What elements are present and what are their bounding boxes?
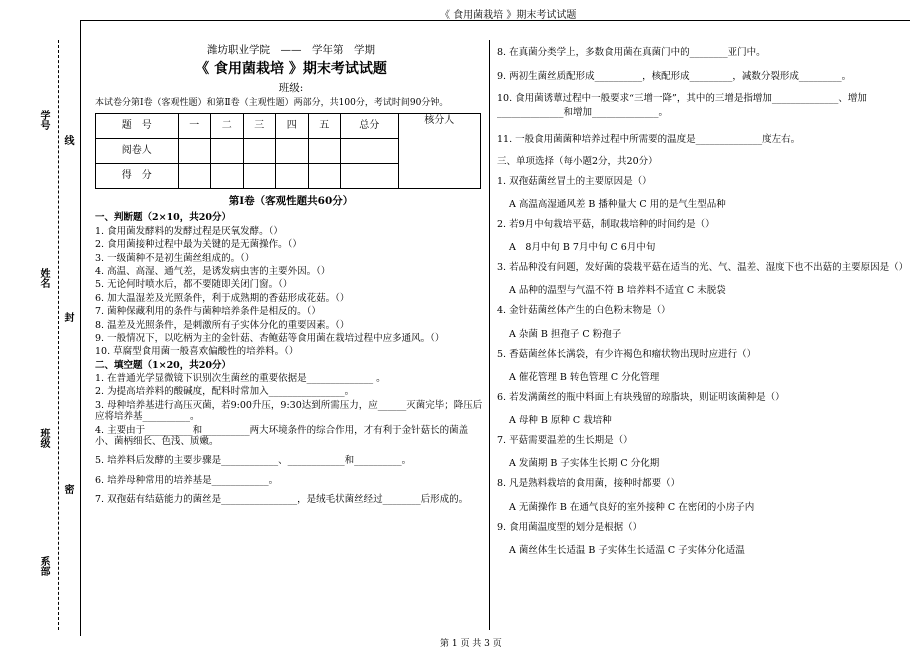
score-cell: 三 [243,113,276,138]
school-line: 潍坊职业学院 —— 学年第 学期 [207,44,375,56]
question-item: 2. 食用菌接种过程中最为关键的是无菌操作。（） [95,239,302,251]
choice-question: 1. 双孢菇菌丝冒土的主要原因是（） [497,175,652,187]
question-item: 1. 食用菌发酵料的发酵过程是厌氧发酵。（） [95,225,283,237]
choice-options: A 8月中旬 B 7月中旬 C 6月中旬 [509,242,656,253]
question-item: 6. 加大温湿差及光照条件，利于成熟期的香菇形成花菇。（） [95,292,350,304]
question-item: 8. 温差及光照条件，是刺激所有子实体分化的重要因素。（） [95,319,350,331]
section-heading: 三、单项选择（每小题2分，共20分） [497,155,658,167]
question-item: 10. 草腐型食用菌一般喜欢偏酸性的培养料。（） [95,346,299,358]
question-item: 11. 一般食用菌菌种培养过程中所需要的温度是______________度左右。 [497,133,801,145]
score-cell: 四 [276,113,309,138]
column-divider [489,40,490,630]
question-item: 1. 在普通光学显微镜下识别次生菌丝的重要依据是______________ 。 [95,373,386,385]
choice-question: 3. 若品种没有问题，发好菌的袋栽平菇在适当的光、气、温差、湿度下也不出菇的主要原因是（） [497,262,909,273]
choice-options: A 高温高湿通风差 B 播种量大 C 用的是气生型品种 [509,198,726,210]
choice-options: A 杂菌 B 担孢子 C 粉孢子 [509,328,622,340]
page-header: 《 食用菌栽培 》期末考试试题 [440,10,577,21]
choice-question: 9. 食用菌温度型的划分是根据（） [497,521,643,533]
choice-options: A 无菌操作 B 在通气良好的室外接种 C 在密闭的小房子内 [509,501,755,513]
side-label-seal2: 密 [62,484,73,494]
score-cell: 二 [211,113,244,138]
choice-question: 5. 香菇菌丝体长满袋，有少许褐色和瘤状物出现时应进行（） [497,348,757,360]
score-cell: 题 号 [96,113,179,138]
side-label-line: 线 [62,135,73,145]
score-table-header-row [96,113,481,138]
question-item: 3. 母种培养基进行高压灭菌，若9:00升压，9:30达到所需压力，应______灭菌完毕；降压后应将培养基__________。 [95,399,483,423]
score-cell: 一 [178,113,211,138]
question-item: 7. 双孢菇有结菇能力的菌丝是________________，是绒毛状菌丝经过________后形成的。 [95,494,469,506]
choice-question: 8. 凡是熟料栽培的食用菌，接种时都要（） [497,478,681,490]
question-item: 3. 一级菌种不是初生菌丝组成的。（） [95,252,255,264]
choice-question: 7. 平菇需要温差的生长期是（） [497,435,633,446]
side-label-dept: 系部 [38,556,49,576]
question-item: 9. 一般情况下，以吃柄为主的金针菇、杏鲍菇等食用菌在栽培过程中应多通风。（） [95,332,445,344]
question-item: 8. 在真菌分类学上，多数食用菌在真菌门中的________亚门中。 [497,47,766,58]
score-cell: 核分人 [398,113,481,188]
exam-title: 《 食用菌栽培 》期末考试试题 [195,60,387,77]
choice-options: A 母种 B 原种 C 栽培种 [509,415,612,426]
side-label-class: 班级 [38,428,49,448]
question-item: 9. 两初生菌丝质配形成__________，核配形成_________，减数分裂形成_________。 [497,71,852,82]
question-item: 5. 培养料后发酵的主要步骤是____________、____________和__________。 [95,455,412,467]
side-label-name: 姓名 [38,268,49,288]
right-column [497,44,907,564]
side-label-seal: 封 [62,312,73,322]
section-heading: 一、判断题（2×10，共20分） [95,212,232,224]
score-row-label: 阅卷人 [96,138,179,163]
score-table [95,113,481,189]
choice-question: 6. 若发满菌丝的瓶中料面上有块残留的琼脂块，则证明该菌种是（） [497,391,785,403]
choice-list [497,175,907,556]
part1-title: 第Ⅰ卷（客观性题共60分） [228,194,354,207]
question-item: 7. 菌种保藏利用的条件与菌种培养条件是相反的。（） [95,306,321,318]
choice-options: A 催花管理 B 转色管理 C 分化管理 [509,371,660,383]
choice-question: 2. 若9月中旬栽培平菇，制取栽培种的时间约是（） [497,218,715,230]
choice-options: A 菌丝体生长适温 B 子实体生长适温 C 子实体分化适温 [509,544,745,556]
question-item: 5. 无论何时喷水后，都不要随即关闭门窗。（） [95,279,293,291]
score-cell: 总分 [341,113,399,138]
exam-note: 本试卷分第Ⅰ卷（客观性题）和第Ⅱ卷（主观性题）两部分，共100分，考试时间90分钟。 [95,97,449,108]
page-footer: 第 1 页 共 3 页 [440,639,502,649]
margin-line [80,20,81,636]
question-item: 6. 培养母种常用的培养基是____________。 [95,474,279,486]
header-rule [80,20,910,21]
choice-question: 4. 金针菇菌丝体产生的白色粉末物是（） [497,305,671,317]
side-label-student-no: 学号 [38,110,49,130]
choice-options: A 品种的温型与气温不符 B 培养料不适宜 C 未脱袋 [509,285,726,297]
question-item: 10. 食用菌诱蕈过程中一般要求“三增一降”，其中的三增是指增加______________、增加______________和增加______________。 [497,93,867,119]
left-column [95,44,487,507]
section-heading: 二、填空题（1×20，共20分） [95,359,232,371]
question-item: 4. 主要由于__________和__________两大环境条件的综合作用，才有利于金针菇长的菌盖小、菌柄细长、色浅、质嫩。 [95,424,469,448]
score-cell: 五 [308,113,341,138]
binding-dashed-line [58,40,59,630]
score-row-label: 得 分 [96,163,179,188]
choice-options: A 发菌期 B 子实体生长期 C 分化期 [509,458,660,470]
class-label: 班级: [278,82,304,95]
question-item: 4. 高温、高湿、通气差，是诱发病虫害的主要外因。（） [95,265,331,277]
question-item: 2. 为提高培养料的酸碱度，配料时常加入________________。 [95,386,355,398]
